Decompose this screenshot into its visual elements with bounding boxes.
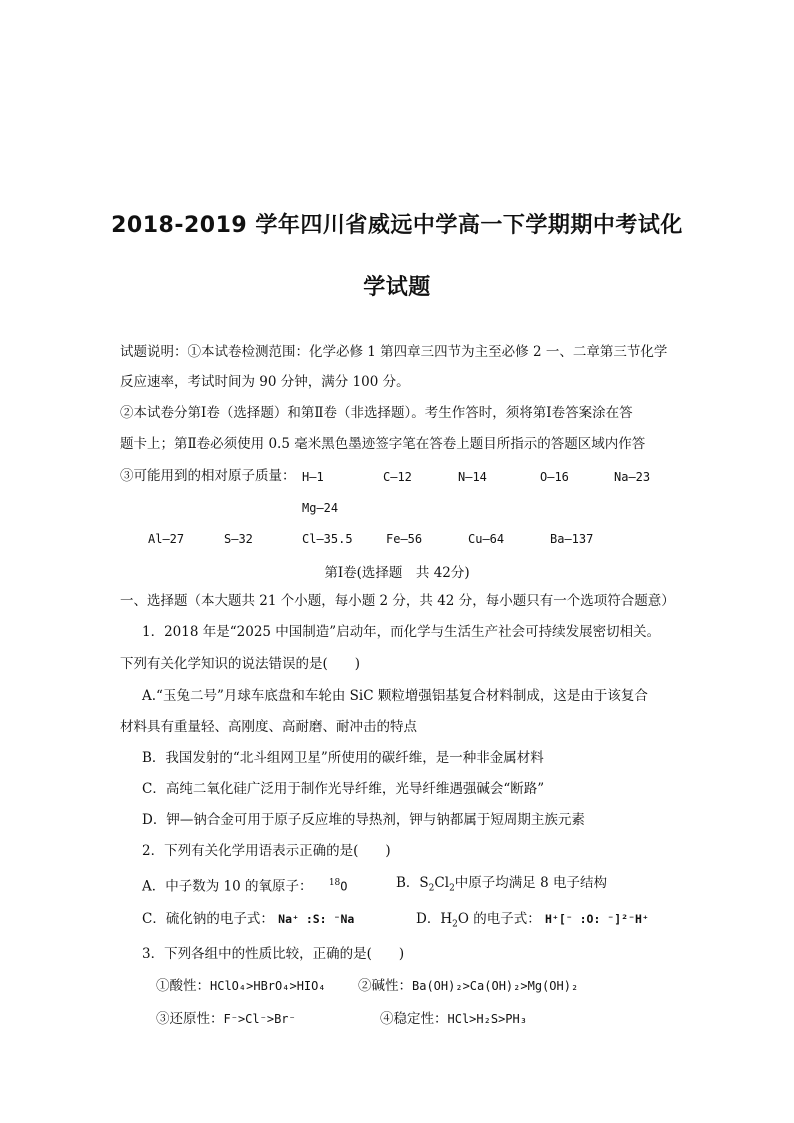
q2-option-a-text: A．中子数为 10 的氧原子： (142, 878, 313, 895)
mass-al: Al—27 (148, 532, 185, 546)
q3-item-1-value: HClO₄>HBrO₄>HIO₄ (210, 979, 326, 993)
q2-option-d-text: D．H (416, 911, 453, 927)
q3-item-3-label: ③还原性： (156, 1011, 224, 1027)
q2-option-a-symbol: O (340, 879, 348, 894)
q2-option-b-text: B．S (396, 875, 429, 891)
mass-ba: Ba—137 (550, 532, 594, 546)
q3-stem: 3．下列各组中的性质比较，正确的是( ) (142, 946, 405, 962)
q3-item-2-label: ②碱性： (358, 978, 412, 994)
q3-item-4-label: ④稳定性： (380, 1011, 448, 1027)
q1-stem-line2: 下列有关化学知识的说法错误的是( ) (120, 656, 361, 672)
mass-na: Na—23 (614, 470, 651, 484)
q2-option-a-mass: 18 (328, 878, 341, 888)
q1-option-c: C．高纯二氧化硅广泛用于制作光导纤维，光导纤维遇强碱会“断路” (142, 781, 545, 797)
q1-option-a-line2: 材料具有重量轻、高刚度、高耐磨、耐冲击的特点 (120, 719, 417, 735)
q3-item-1 (156, 977, 326, 995)
q2-option-c-text: C．硫化钠的电子式： (142, 911, 274, 927)
q3-item-1-label: ①酸性： (156, 978, 210, 994)
q2-stem: 2．下列有关化学用语表示正确的是( ) (142, 843, 391, 859)
q2-option-d-mid: O 的电子式： (457, 911, 541, 927)
q3-item-2-value: Ba(OH)₂>Ca(OH)₂>Mg(OH)₂ (412, 979, 579, 993)
instruction-p3-label: ③可能用到的相对原子质量： (120, 468, 296, 484)
q2-option-d-formula: H⁺[⁻ :O: ⁻]²⁻H⁺ (545, 912, 649, 926)
q2-option-a-isotope (329, 874, 348, 896)
q2-option-b-mid: Cl (434, 875, 450, 891)
mass-cu: Cu—64 (468, 532, 505, 546)
q3-item-3-value: F⁻>Cl⁻>Br⁻ (223, 1012, 296, 1026)
document-title-line1: 2018-2019 学年四川省威远中学高一下学期期中考试化 (111, 213, 683, 238)
instruction-p2-line1: ②本试卷分第Ⅰ卷（选择题）和第Ⅱ卷（非选择题）。考生作答时，须将第Ⅰ卷答案涂在答 (120, 405, 633, 421)
q1-option-b: B．我国发射的“北斗组网卫星”所使用的碳纤维，是一种非金属材料 (142, 750, 544, 766)
q3-item-2 (358, 977, 578, 995)
mass-o: O—16 (540, 470, 569, 484)
mass-n: N—14 (458, 470, 487, 484)
mass-s: S—32 (224, 532, 253, 546)
q1-stem-line1: 1．2018 年是“2025 中国制造”启动年，而化学与生活生产社会可持续发展密切相关。 (142, 624, 661, 640)
mass-fe: Fe—56 (386, 532, 423, 546)
mass-h: H—1 (302, 470, 324, 484)
q2-option-b-sub2: 2 (449, 883, 455, 894)
q2-option-b-rest: 中原子均满足 8 电子结构 (454, 875, 607, 891)
q1-option-a-line1: A.“玉兔二号”月球车底盘和车轮由 SiC 颗粒增强铝基复合材料制成，这是由于该复合 (142, 688, 648, 704)
document-title-line2: 学试题 (363, 275, 431, 300)
mass-cl: Cl—35.5 (302, 532, 353, 546)
q2-option-a (142, 874, 348, 896)
instruction-p2-line2: 题卡上；第Ⅱ卷必须使用 0.5 毫米黑色墨迹签字笔在答卷上题目所指示的答题区域内作答 (120, 436, 646, 452)
mass-mg: Mg—24 (302, 501, 339, 515)
q3-item-4 (380, 1010, 527, 1028)
q2-option-c (142, 910, 354, 928)
q2-option-b (396, 874, 607, 898)
q1-option-d: D．钾—钠合金可用于原子反应堆的导热剂，钾与钠都属于短周期主族元素 (142, 812, 585, 828)
q2-option-d (416, 910, 649, 934)
instruction-p1-line2: 反应速率，考试时间为 90 分钟，满分 100 分。 (120, 374, 410, 390)
mass-c: C—12 (383, 470, 412, 484)
q3-item-3 (156, 1010, 296, 1028)
instruction-p1-line1: 试题说明：①本试卷检测范围：化学必修 1 第四章三四节为主至必修 2 一、二章第三节化学 (120, 344, 668, 360)
q2-option-b-sub1: 2 (428, 883, 435, 894)
q2-option-c-formula: Na⁺ :S: ⁻Na (278, 912, 355, 926)
section-header: 第Ⅰ卷(选择题 共 42分) (324, 565, 470, 581)
q3-item-4-value: HCl>H₂S>PH₃ (447, 1012, 527, 1026)
section-intro: 一、选择题（本大题共 21 个小题，每小题 2 分，共 42 分，每小题只有一个选项符合题意） (120, 593, 675, 609)
q2-option-d-sub: 2 (452, 919, 458, 930)
